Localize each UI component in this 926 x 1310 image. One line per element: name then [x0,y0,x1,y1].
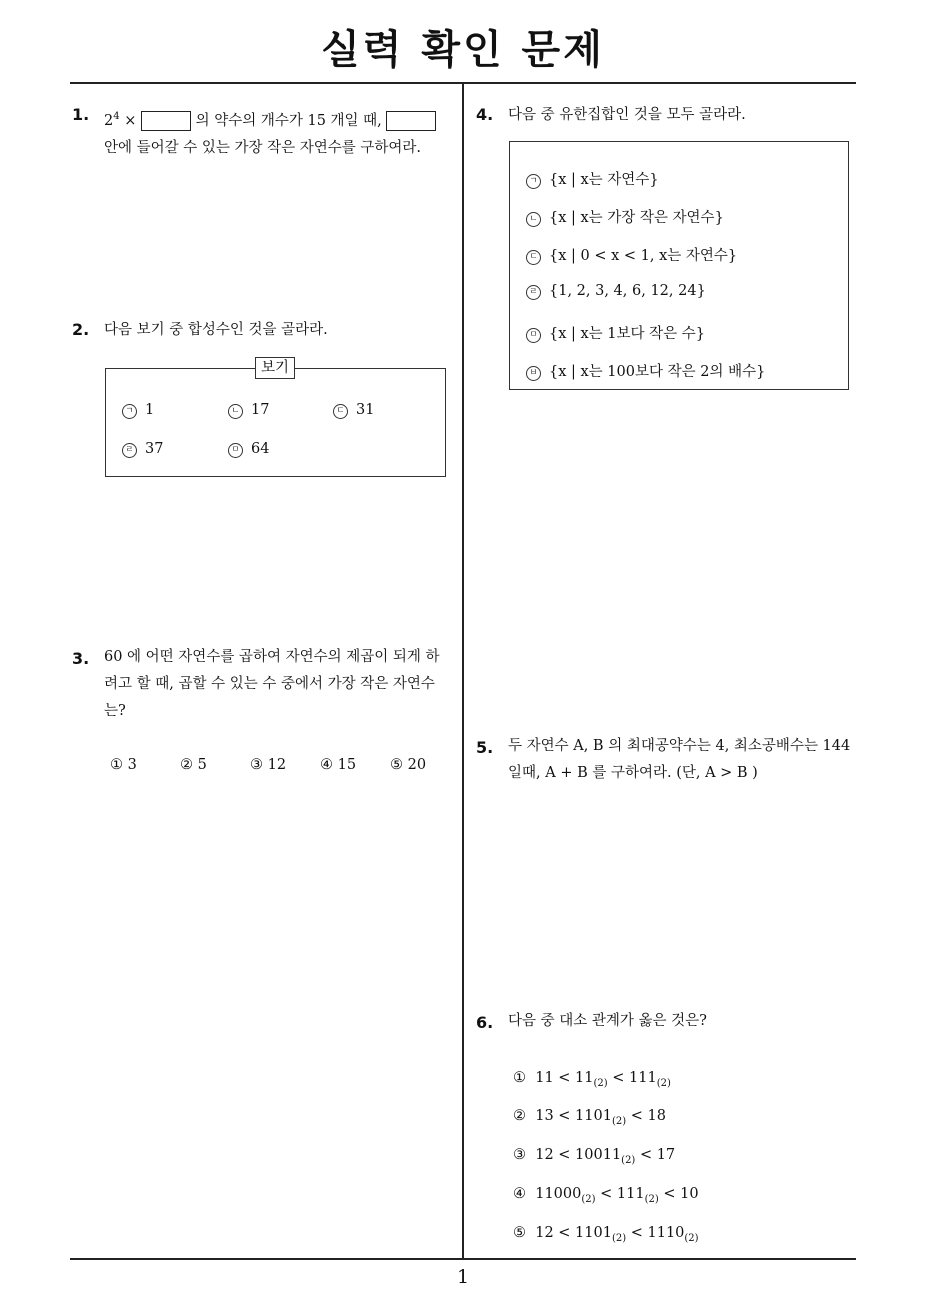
q3-line-1: 60 에 어떤 자연수를 곱하여 자연수의 제곱이 되게 하 [104,649,440,665]
page-title: 실력 확인 문제 [321,27,605,73]
q6-option-4-sub-a: (2) [581,1193,596,1205]
q4-item-4[interactable] [526,283,706,300]
q1-text-b: 안에 들어갈 수 있는 가장 작은 자연수를 구하여라. [104,139,422,156]
q2-choice-5-mark: ㅁ [228,443,243,458]
q3-option-3[interactable]: ③ 12 [250,757,287,773]
q3-line-2: 려고 할 때, 곱할 수 있는 수 중에서 가장 작은 자연수 [104,676,435,692]
q2-choice-2-mark: ㄴ [228,404,243,419]
q3-option-2[interactable]: ② 5 [180,757,207,773]
q6-option-5[interactable] [513,1225,699,1244]
bottom-rule [70,1258,856,1260]
q2-choice-5-value: 64 [251,441,270,457]
q4-set-box [509,141,849,390]
q6-option-2[interactable] [513,1108,666,1127]
q6-option-1-sub-a: (2) [593,1077,608,1089]
q4-item-5-mark: ㅁ [526,328,541,343]
q6-option-5-part-a: 12 < 1101 [535,1225,612,1241]
q5-line-1: 두 자연수 A, B 의 최대공약수는 4, 최소공배수는 144 [508,738,851,754]
q4-item-4-text: {1, 2, 3, 4, 6, 12, 24} [549,283,706,299]
q2-choice-1-mark: ㄱ [122,404,137,419]
q6-option-4[interactable] [513,1186,699,1205]
q2-choice-2[interactable] [228,402,269,419]
q6-option-5-sub-a: (2) [611,1232,627,1244]
q4-item-5[interactable] [526,322,705,343]
q6-option-3-sub-a: (2) [621,1154,636,1166]
q6-option-5-part-b: < 1110 [626,1225,685,1241]
q6-option-4-part-c: < 10 [658,1186,699,1202]
q4-item-3[interactable] [526,244,737,265]
q3-option-4[interactable]: ④ 15 [320,757,357,773]
q4-item-2-text: {x | x는 가장 작은 자연수} [549,210,724,226]
q2-choice-1-value: 1 [145,402,155,418]
q6-option-4-part-b: < 111 [595,1186,645,1202]
q4-text: 다음 중 유한집합인 것을 모두 골라라. [508,107,746,123]
q2-choice-3[interactable] [333,402,374,419]
q6-option-3[interactable] [513,1147,675,1166]
q4-item-6[interactable] [526,360,765,381]
q1-text [104,103,456,162]
q4-item-3-mark: ㄷ [526,250,541,265]
q2-choice-4[interactable] [122,441,163,458]
q6-option-3-part-a: 12 < 10011 [535,1147,622,1163]
q2-choice-4-value: 37 [145,441,164,457]
q1-times: × [119,112,141,129]
q2-choice-3-value: 31 [356,402,375,418]
q1-blank-box-2[interactable] [386,111,436,131]
q3-text [104,644,459,725]
q6-option-4-mark: ④ [513,1186,526,1202]
q6-option-5-sub-b: (2) [684,1232,699,1244]
q6-option-2-part-b: < 18 [626,1108,666,1124]
q4-item-6-text: {x | x는 100보다 작은 2의 배수} [549,364,766,380]
q1-exponent: 4 [113,111,120,122]
q4-item-1-mark: ㄱ [526,174,541,189]
q4-item-2[interactable] [526,206,724,227]
q6-option-5-mark: ⑤ [513,1225,526,1241]
q6-text: 다음 중 대소 관계가 옳은 것은? [508,1013,707,1029]
q4-item-4-mark: ㄹ [526,285,541,300]
q1-blank-box[interactable] [141,111,191,131]
q2-number: 2. [72,320,90,339]
q1-text-a: 의 약수의 개수가 15 개일 때, [190,112,387,129]
q2-choice-3-mark: ㄷ [333,404,348,419]
q5-number: 5. [476,738,494,757]
q6-option-1-sub-b: (2) [656,1077,671,1089]
q4-item-1[interactable] [526,168,659,189]
q6-option-3-mark: ③ [513,1147,526,1163]
q2-choice-box [105,368,446,477]
q2-choice-1[interactable] [122,402,154,419]
q4-item-2-mark: ㄴ [526,212,541,227]
q3-option-1[interactable]: ① 3 [110,757,137,773]
q1-base: 2 [104,112,114,129]
q4-item-1-text: {x | x는 자연수} [549,172,659,188]
q6-option-3-part-b: < 17 [635,1147,676,1163]
page-number: 1 [456,1266,470,1288]
q2-choice-5[interactable] [228,441,269,458]
q2-text: 다음 보기 중 합성수인 것을 골라라. [104,322,328,338]
q6-option-1-part-a: 11 < 11 [535,1070,594,1086]
column-divider [462,83,464,1259]
q5-line-2: 일때, A + B 를 구하여라. (단, A > B ) [508,765,758,781]
q6-option-1[interactable] [513,1070,671,1089]
q4-item-6-mark: ㅂ [526,366,541,381]
q6-option-2-part-a: 13 < 1101 [535,1108,612,1124]
q6-option-2-mark: ② [513,1108,526,1124]
q1-number: 1. [72,105,90,124]
q4-item-3-text: {x | 0 < x < 1, x는 자연수} [549,248,738,264]
q6-option-2-sub-a: (2) [611,1115,627,1127]
q2-choice-2-value: 17 [251,402,270,418]
q2-box-label: 보기 [255,357,295,379]
q6-option-4-sub-b: (2) [644,1193,659,1205]
q6-option-4-part-a: 11000 [535,1186,582,1202]
q5-text [508,733,850,787]
q6-number: 6. [476,1013,494,1032]
q3-line-3: 는? [104,703,126,719]
q6-option-1-part-b: < 111 [607,1070,657,1086]
q6-option-1-mark: ① [513,1070,526,1086]
q2-choice-4-mark: ㄹ [122,443,137,458]
q4-item-5-text: {x | x는 1보다 작은 수} [549,326,706,342]
q3-number: 3. [72,649,90,668]
q4-number: 4. [476,105,494,124]
q3-option-5[interactable]: ⑤ 20 [390,757,427,773]
